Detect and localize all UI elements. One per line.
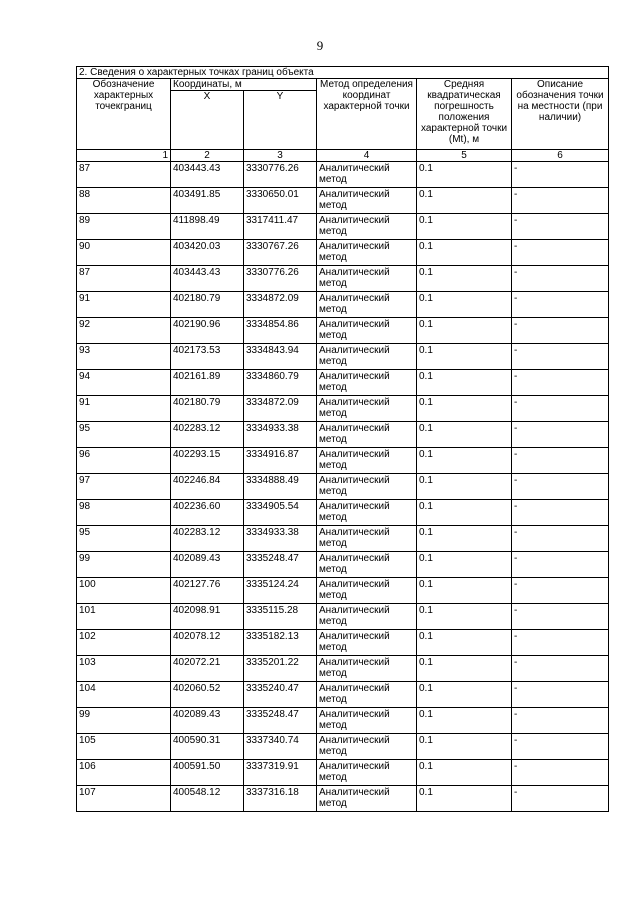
error-cell: 0.1 [417,760,512,786]
table-row [77,760,609,786]
method-cell: Аналитический метод [317,708,417,734]
point-cell: 88 [77,188,171,214]
point-cell: 100 [77,578,171,604]
y-coord-cell: 3335240.47 [244,682,317,708]
x-coord-cell: 403443.43 [171,162,244,188]
description-cell: - [512,396,609,422]
point-cell: 101 [77,604,171,630]
y-coord-cell: 3334933.38 [244,422,317,448]
method-cell: Аналитический метод [317,526,417,552]
x-coord-cell: 402236.60 [171,500,244,526]
error-cell: 0.1 [417,578,512,604]
description-cell: - [512,604,609,630]
table-row [77,162,609,188]
point-cell: 97 [77,474,171,500]
method-cell: Аналитический метод [317,344,417,370]
error-cell: 0.1 [417,396,512,422]
error-cell: 0.1 [417,240,512,266]
point-cell: 107 [77,786,171,812]
y-coord-cell: 3335201.22 [244,656,317,682]
y-coord-cell: 3334872.09 [244,292,317,318]
method-cell: Аналитический метод [317,474,417,500]
error-cell: 0.1 [417,656,512,682]
header-x: X [171,91,244,150]
table-row [77,552,609,578]
x-coord-cell: 402098.91 [171,604,244,630]
point-cell: 98 [77,500,171,526]
point-cell: 96 [77,448,171,474]
y-coord-cell: 3330776.26 [244,266,317,292]
table-title-row [77,67,609,79]
error-cell: 0.1 [417,292,512,318]
method-cell: Аналитический метод [317,214,417,240]
y-coord-cell: 3334905.54 [244,500,317,526]
header-description: Описание обозначения точки на местности (при наличии) [512,79,609,150]
y-coord-cell: 3334860.79 [244,370,317,396]
description-cell: - [512,474,609,500]
point-cell: 92 [77,318,171,344]
description-cell: - [512,760,609,786]
table-row [77,422,609,448]
y-coord-cell: 3335124.24 [244,578,317,604]
description-cell: - [512,344,609,370]
error-cell: 0.1 [417,552,512,578]
y-coord-cell: 3337319.91 [244,760,317,786]
description-cell: - [512,292,609,318]
x-coord-cell: 402089.43 [171,708,244,734]
x-coord-cell: 403443.43 [171,266,244,292]
x-coord-cell: 400548.12 [171,786,244,812]
point-cell: 105 [77,734,171,760]
point-cell: 106 [77,760,171,786]
point-cell: 90 [77,240,171,266]
table-row [77,266,609,292]
description-cell: - [512,708,609,734]
y-coord-cell: 3334916.87 [244,448,317,474]
x-coord-cell: 403420.03 [171,240,244,266]
method-cell: Аналитический метод [317,552,417,578]
point-cell: 95 [77,422,171,448]
error-cell: 0.1 [417,266,512,292]
error-cell: 0.1 [417,214,512,240]
y-coord-cell: 3334933.38 [244,526,317,552]
x-coord-cell: 402078.12 [171,630,244,656]
table-row [77,500,609,526]
table-row [77,630,609,656]
table-row [77,396,609,422]
error-cell: 0.1 [417,344,512,370]
method-cell: Аналитический метод [317,500,417,526]
point-cell: 104 [77,682,171,708]
method-cell: Аналитический метод [317,318,417,344]
description-cell: - [512,240,609,266]
table-row [77,318,609,344]
error-cell: 0.1 [417,448,512,474]
y-coord-cell: 3330767.26 [244,240,317,266]
description-cell: - [512,188,609,214]
column-number: 1 [77,150,171,162]
description-cell: - [512,422,609,448]
method-cell: Аналитический метод [317,578,417,604]
header-error: Средняя квадратическая погрешность положения характерной точки (Mt), м [417,79,512,150]
point-cell: 91 [77,292,171,318]
x-coord-cell: 402180.79 [171,292,244,318]
x-coord-cell: 403491.85 [171,188,244,214]
y-coord-cell: 3337316.18 [244,786,317,812]
x-coord-cell: 402293.15 [171,448,244,474]
header-coords-group: Координаты, м [171,79,317,91]
x-coord-cell: 400591.50 [171,760,244,786]
method-cell: Аналитический метод [317,188,417,214]
point-cell: 93 [77,344,171,370]
table-row [77,526,609,552]
table-row [77,656,609,682]
x-coord-cell: 402246.84 [171,474,244,500]
error-cell: 0.1 [417,604,512,630]
x-coord-cell: 402161.89 [171,370,244,396]
y-coord-cell: 3337340.74 [244,734,317,760]
table-row [77,292,609,318]
description-cell: - [512,266,609,292]
point-cell: 99 [77,552,171,578]
error-cell: 0.1 [417,630,512,656]
method-cell: Аналитический метод [317,448,417,474]
error-cell: 0.1 [417,188,512,214]
x-coord-cell: 402089.43 [171,552,244,578]
description-cell: - [512,526,609,552]
error-cell: 0.1 [417,734,512,760]
table-row [77,448,609,474]
table-row [77,578,609,604]
y-coord-cell: 3335248.47 [244,552,317,578]
x-coord-cell: 402060.52 [171,682,244,708]
table-row [77,708,609,734]
description-cell: - [512,214,609,240]
method-cell: Аналитический метод [317,604,417,630]
table-row [77,734,609,760]
table-row [77,344,609,370]
error-cell: 0.1 [417,318,512,344]
description-cell: - [512,552,609,578]
method-cell: Аналитический метод [317,656,417,682]
y-coord-cell: 3317411.47 [244,214,317,240]
x-coord-cell: 402173.53 [171,344,244,370]
method-cell: Аналитический метод [317,162,417,188]
error-cell: 0.1 [417,474,512,500]
table-row [77,682,609,708]
table-row [77,240,609,266]
error-cell: 0.1 [417,370,512,396]
table-row [77,188,609,214]
error-cell: 0.1 [417,682,512,708]
table-row [77,214,609,240]
method-cell: Аналитический метод [317,760,417,786]
column-number: 4 [317,150,417,162]
description-cell: - [512,448,609,474]
method-cell: Аналитический метод [317,422,417,448]
point-cell: 102 [77,630,171,656]
column-number: 2 [171,150,244,162]
column-number: 3 [244,150,317,162]
x-coord-cell: 402127.76 [171,578,244,604]
column-numbers-row [77,150,609,162]
method-cell: Аналитический метод [317,786,417,812]
x-coord-cell: 402190.96 [171,318,244,344]
y-coord-cell: 3334872.09 [244,396,317,422]
point-cell: 89 [77,214,171,240]
point-cell: 94 [77,370,171,396]
method-cell: Аналитический метод [317,292,417,318]
y-coord-cell: 3335115.28 [244,604,317,630]
method-cell: Аналитический метод [317,734,417,760]
method-cell: Аналитический метод [317,240,417,266]
header-y: Y [244,91,317,150]
x-coord-cell: 400590.31 [171,734,244,760]
x-coord-cell: 402180.79 [171,396,244,422]
table-row [77,786,609,812]
y-coord-cell: 3330650.01 [244,188,317,214]
error-cell: 0.1 [417,526,512,552]
method-cell: Аналитический метод [317,682,417,708]
header-method: Метод определения координат характерной точки [317,79,417,150]
y-coord-cell: 3334854.86 [244,318,317,344]
table-title: 2. Сведения о характерных точках границ объекта [77,67,609,79]
point-cell: 99 [77,708,171,734]
boundary-points-table [76,66,609,812]
description-cell: - [512,786,609,812]
error-cell: 0.1 [417,422,512,448]
table-header-row [77,79,609,91]
method-cell: Аналитический метод [317,396,417,422]
y-coord-cell: 3335182.13 [244,630,317,656]
error-cell: 0.1 [417,708,512,734]
description-cell: - [512,656,609,682]
header-point-name: Обозначение характерных точекграниц [77,79,171,150]
x-coord-cell: 402072.21 [171,656,244,682]
error-cell: 0.1 [417,162,512,188]
description-cell: - [512,578,609,604]
description-cell: - [512,630,609,656]
table-row [77,474,609,500]
point-cell: 87 [77,266,171,292]
description-cell: - [512,162,609,188]
error-cell: 0.1 [417,786,512,812]
point-cell: 95 [77,526,171,552]
error-cell: 0.1 [417,500,512,526]
description-cell: - [512,370,609,396]
column-number: 5 [417,150,512,162]
y-coord-cell: 3335248.47 [244,708,317,734]
table-row [77,604,609,630]
point-cell: 103 [77,656,171,682]
y-coord-cell: 3334888.49 [244,474,317,500]
point-cell: 91 [77,396,171,422]
description-cell: - [512,318,609,344]
page-number: 9 [316,38,324,53]
point-cell: 87 [77,162,171,188]
x-coord-cell: 402283.12 [171,422,244,448]
y-coord-cell: 3330776.26 [244,162,317,188]
y-coord-cell: 3334843.94 [244,344,317,370]
column-number: 6 [512,150,609,162]
method-cell: Аналитический метод [317,370,417,396]
description-cell: - [512,734,609,760]
description-cell: - [512,500,609,526]
method-cell: Аналитический метод [317,630,417,656]
method-cell: Аналитический метод [317,266,417,292]
x-coord-cell: 411898.49 [171,214,244,240]
description-cell: - [512,682,609,708]
x-coord-cell: 402283.12 [171,526,244,552]
table-row [77,370,609,396]
